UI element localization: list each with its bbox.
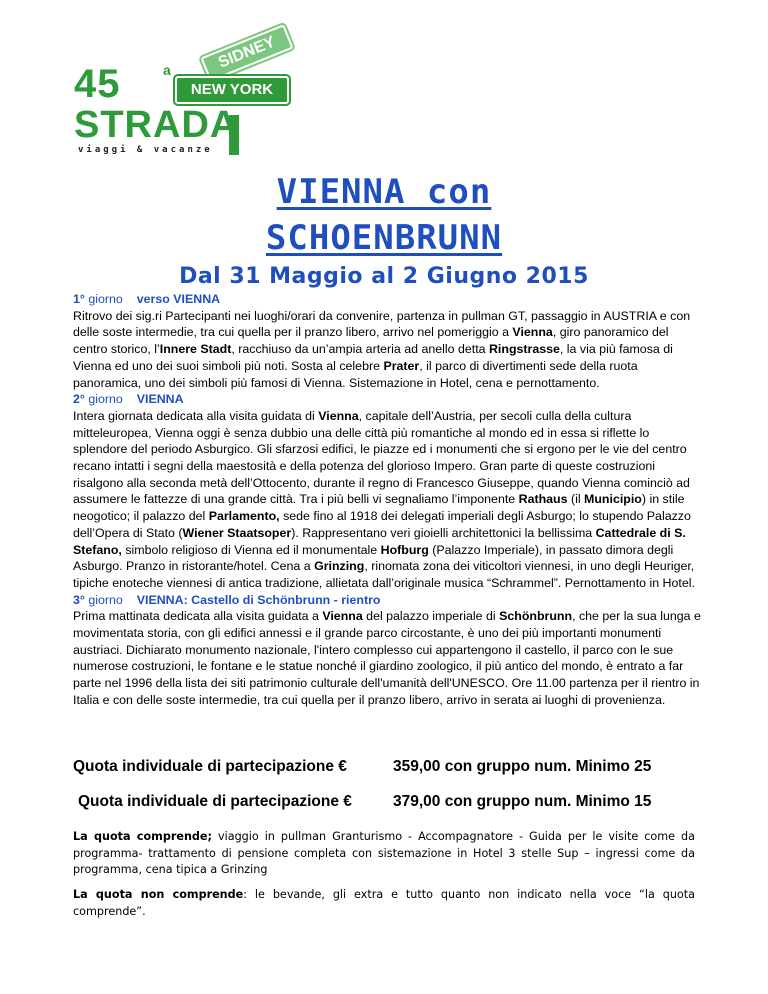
quota-comprende-text: viaggio in pullman Granturismo - Accompagnatore - Guida per le visite come da programma- trattamento di pensione completa con sistemazione in Hotel 3 stelle Sup – ingressi come da programma, cena tipica a Grinzing — [73, 830, 695, 876]
description-text: (il — [567, 492, 585, 507]
description-text: Intera giornata dedicata alla visita guidata di — [73, 408, 319, 423]
day-number: 1° — [73, 292, 85, 306]
description-text: , che per la sua lunga e movimentata storia, con gli edifici annessi e il grande parco circostante, è uno dei più importanti monumenti austriaci. Dichiarato monumento nazionale, l'intero complesso cui appartengono il castello, il parco con le sue numerose costruzioni, le fontane e le statue nonché il giardino zoologico, il più antico del mondo, è entrato a far parte nel 1996 della lista dei siti patrimonio culturale dell'umanità dell'UNESCO. Ore 11.00 partenza per il rientro in Italia e con delle soste intermedie, tra cui quella per il pranzo libero, arrivo in serata ai luoghi di provenienza. — [73, 609, 701, 707]
day-heading — [73, 391, 703, 408]
sign-sidney: SIDNEY — [200, 24, 293, 82]
highlight-text: Municipio — [584, 492, 642, 507]
description-text: simbolo religioso di Vienna ed il monumentale — [121, 542, 381, 557]
description-text: , racchiuso da un’ampia arteria ad anello detta — [231, 342, 489, 357]
description-text: ) in stile neogotico; il palazzo del — [73, 492, 685, 524]
description-text: (Palazzo Imperiale), in passato dimora degli Asburgo. Pranzo in ristorante/hotel. Cena a — [73, 542, 674, 574]
day-word: giorno — [88, 392, 123, 407]
day-heading — [73, 291, 703, 308]
price-label-2: Quota individuale di partecipazione € — [78, 793, 352, 810]
title-line-1 — [0, 172, 768, 212]
description-text: , la via più famosa di Vienna ed uno dei suoi simboli più noti. Sosta al celebre — [73, 342, 673, 373]
description-text: , capitale dell’Austria, per secoli culla della cultura mitteleuropea, Vienna oggi è senza dubbio una delle città più romantiche al mondo ed in essa si riflette lo splendore del periodo Asburgico. Gli sfarzosi edifici, le piazze ed i monumenti che si ergono per le vie del centro recano intatti i segni della maestosità e della potenza del glorioso Impero. Gran parte di queste costruzioni risalgono alla seconda metà dell’Ottocento, durante il regno di Francesco Giuseppe, quando Vienna cominciò ad assumere le fattezze di una grande città. Tra i più belli vi segnaliamo l’imponente — [73, 408, 690, 507]
title-line-2-text: SCHOENBRUNN — [265, 218, 503, 258]
quota-non-comprende-heading: La quota non comprende — [73, 888, 244, 901]
highlight-text: Grinzing — [314, 559, 365, 574]
day-number: 3° — [73, 592, 85, 607]
quota-non-comprende-text: : le bevande, gli extra e tutto quanto non indicato nella voce “la quota comprende”. — [73, 888, 695, 918]
day-destination: VIENNA — [136, 392, 184, 407]
quota-comprende — [73, 829, 695, 879]
description-text: , rinomata zona dei viticoltori viennesi, in uno degli Heuriger, tipiche enoteche viennesi di antica tradizione, allietata dall’originale musica “Schrammel”. Pernottamento in Hotel. — [73, 559, 695, 590]
description-text: Prima mattinata dedicata alla visita guidata a — [73, 609, 323, 624]
highlight-text: Cattedrale di S. Stefano, — [73, 525, 686, 557]
highlight-text: Vienna — [322, 609, 363, 624]
description-text: , il parco di divertimenti sede della ruota panoramica, uno dei simboli più famosi di Vienna. Sistemazione in Hotel, cena e pernottamento. — [73, 358, 638, 390]
highlight-text: Innere Stadt — [159, 342, 232, 357]
day-description — [73, 608, 703, 708]
logo-number: 45 — [74, 62, 121, 106]
title-line-2 — [0, 218, 768, 258]
description-text: , giro panoramico del centro storico, l’ — [73, 325, 669, 357]
highlight-text: Vienna — [512, 325, 553, 340]
day-heading — [73, 592, 703, 609]
description-text: ). Rappresentano veri gioielli architettonici la bellissima — [291, 525, 596, 540]
highlight-text: Wiener Staatsoper — [182, 525, 292, 540]
logo-tagline: viaggi & vacanze — [78, 145, 213, 155]
description-text: sede fino al 1918 dei delegati imperiali degli Asburgo; lo stupendo Palazzo dell’Opera di Stato ( — [73, 509, 691, 540]
day-description — [73, 408, 703, 592]
price-label-1: Quota individuale di partecipazione € — [73, 758, 347, 775]
description-text: Ritrovo dei sig.ri Partecipanti nei luoghi/orari da convenire, partenza in pullman GT, passaggio in AUSTRIA e con delle soste intermedie, tra cui quella per il pranzo libero, arrivo nel pomeriggio a — [73, 308, 691, 340]
day-word: giorno — [88, 592, 123, 607]
description-text: del palazzo imperiale di — [362, 609, 500, 624]
highlight-text: Prater — [383, 358, 420, 373]
highlight-text: Schönbrunn — [499, 609, 573, 624]
highlight-text: Hofburg — [380, 542, 429, 557]
quota-comprende-heading: La quota comprende; — [73, 830, 212, 843]
price-value-1: 359,00 con gruppo num. Minimo 25 — [393, 758, 652, 775]
quota-non-comprende — [73, 887, 695, 920]
highlight-text: Rathaus — [518, 492, 568, 507]
day-destination: verso VIENNA — [136, 292, 221, 306]
logo-word: STRADA — [74, 104, 239, 146]
highlight-text: Ringstrasse — [488, 342, 560, 357]
price-value-2: 379,00 con gruppo num. Minimo 15 — [393, 793, 652, 810]
logo-superscript: a — [163, 62, 171, 78]
sign-new-york: NEW YORK — [175, 76, 289, 104]
trip-dates: Dal 31 Maggio al 2 Giugno 2015 — [179, 264, 589, 289]
highlight-text: Vienna — [318, 408, 359, 423]
itinerary — [73, 291, 703, 709]
day-description — [73, 308, 703, 392]
day-destination: VIENNA: Castello di Schönbrunn - rientro — [136, 592, 381, 607]
day-word: giorno — [88, 292, 123, 306]
highlight-text: Parlamento, — [208, 509, 280, 524]
company-logo — [70, 20, 310, 160]
title-line-1-text: VIENNA con — [276, 172, 492, 212]
day-number: 2° — [73, 392, 85, 407]
